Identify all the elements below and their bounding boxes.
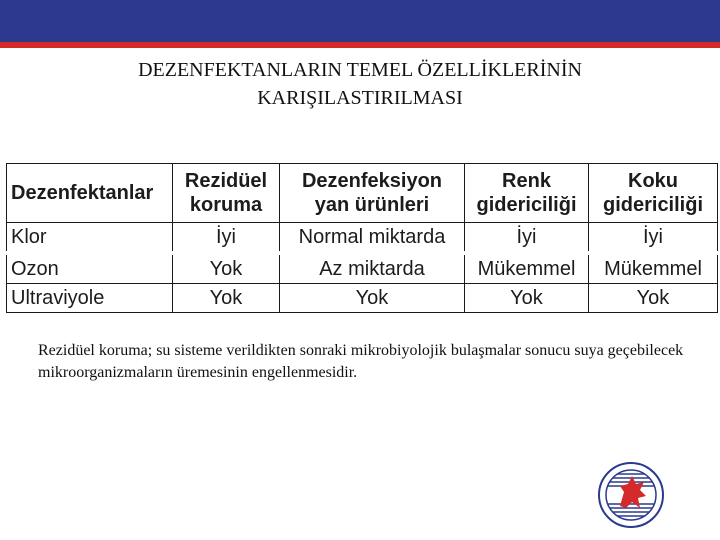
header-color-removal — [465, 164, 589, 223]
table-cell: Klor — [7, 223, 173, 254]
header-label: yan ürünleri — [314, 194, 430, 216]
table-cell: Normal miktarda — [280, 223, 465, 254]
table-cell: Yok — [465, 284, 589, 313]
table-cell: İyi — [173, 223, 280, 254]
table-cell: İyi — [465, 223, 589, 254]
header-label: Dezenfeksiyon — [301, 170, 443, 192]
header-label: Dezenfektanlar — [11, 182, 154, 204]
table-cell: Mükemmel — [465, 253, 589, 284]
header-label: Renk — [502, 170, 551, 192]
table-cell: Yok — [173, 284, 280, 313]
header-byproducts — [280, 164, 465, 223]
comparison-table — [6, 163, 717, 318]
slide-title — [40, 56, 680, 112]
footnote-text: Rezidüel koruma; su sisteme verildikten sonraki mikrobiyolojik bulaşmalar sonucu suya geçebilecek mikroorganizmaların üremesinin engellenmesidir. — [38, 342, 684, 381]
table-cell: Yok — [173, 253, 280, 284]
header-label: gidericiliği — [476, 194, 577, 216]
top-band — [0, 0, 720, 42]
university-seal-icon — [598, 462, 664, 528]
header-label: gidericiliği — [602, 194, 704, 216]
table-cell: Yok — [280, 284, 465, 313]
header-residual-protection — [173, 164, 280, 223]
slide-title-line2: KARIŞILASTIRILMASI — [257, 87, 463, 109]
header-label: Koku — [628, 170, 678, 192]
table-cell: Mükemmel — [589, 253, 718, 284]
table-cell: Yok — [589, 284, 718, 313]
table-row — [7, 253, 718, 284]
header-label: koruma — [189, 194, 263, 216]
slide-title-line1: DEZENFEKTANLARIN TEMEL ÖZELLİKLERİNİN — [138, 59, 582, 81]
header-label: Rezidüel — [184, 170, 268, 192]
table-row — [7, 284, 718, 313]
table-header-row — [7, 164, 718, 223]
table-cell: Ultraviyole — [7, 284, 173, 313]
table-cell: Ozon — [7, 253, 173, 284]
table-cell: İyi — [589, 223, 718, 254]
header-disinfectants — [7, 164, 173, 223]
top-band-accent-line — [0, 42, 720, 48]
header-odor-removal — [589, 164, 718, 223]
table-cell: Az miktarda — [280, 253, 465, 284]
table-row — [7, 223, 718, 254]
